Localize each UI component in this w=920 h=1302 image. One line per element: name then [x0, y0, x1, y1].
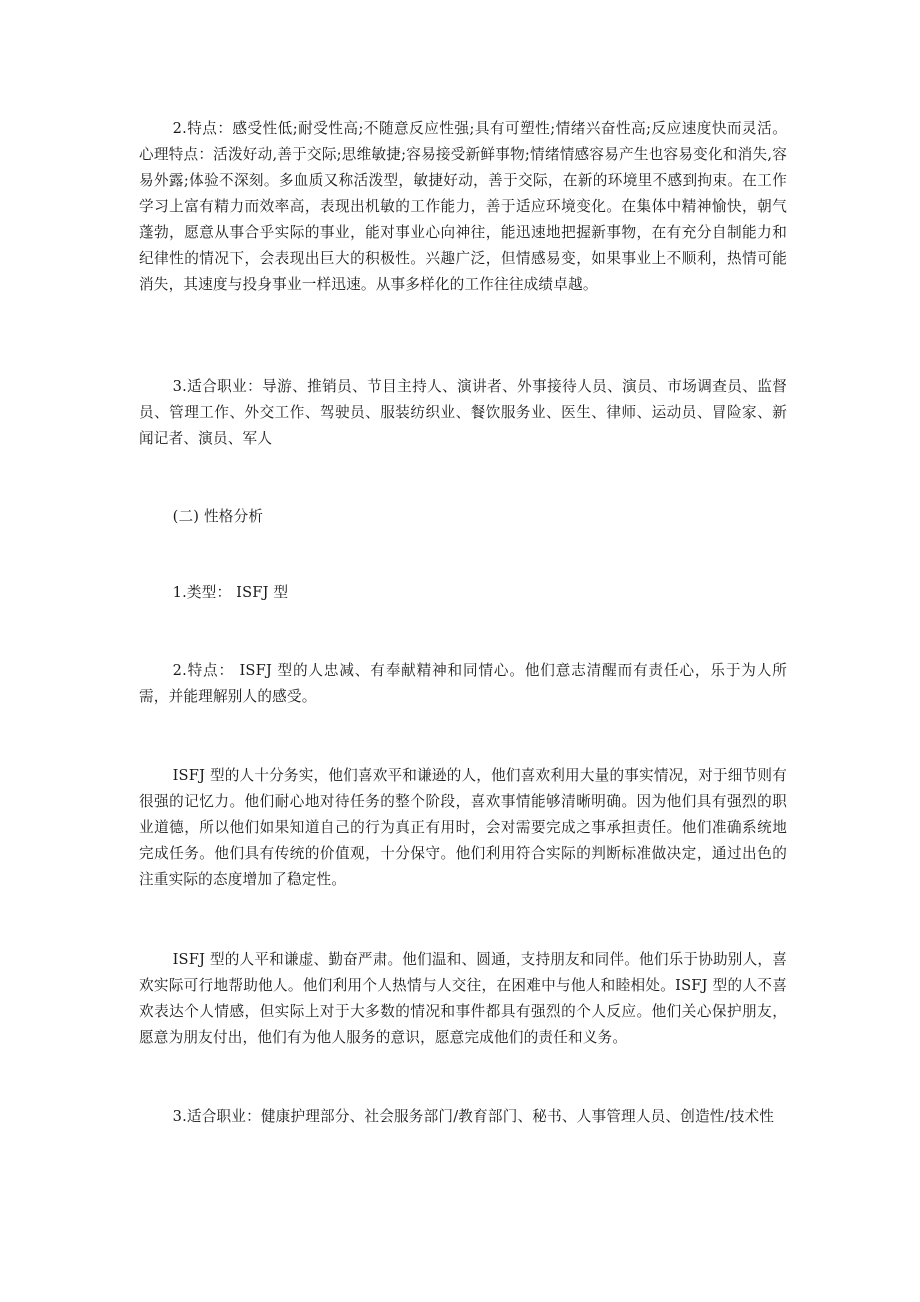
section-heading-personality-analysis: (二) 性格分析 — [172, 508, 264, 525]
paragraph-suitable-careers-isfj: 3.适合职业：健康护理部分、社会服务部门/教育部门、秘书、人事管理人员、创造性/技术性 — [172, 1108, 775, 1125]
paragraph-traits-sanguine: 2.特点：感受性低;耐受性高;不随意反应性强;具有可塑性;情绪兴奋性高;反应速度快而灵活。 心理特点：活泼好动,善于交际;思维敏捷;容易接受新鲜事物;情绪情感容易产生也容易变化和消失,容易外露;体验不深刻。多血质又称活泼型，敏捷好动，善于交际，在新的环境里不感到拘束。在工作学习上富有精力而效率高，表现出机敏的工作能力，善于适应环境变化。在集体中精神愉快，朝气蓬勃，愿意从事合乎实际的事业，能对事业心向神往，能迅速地把握新事物，在有充分自制能力和纪律性的情况下，会表现出巨大的积极性。兴趣广泛，但情感易变，如果事业上不顺利，热情可能消失，其速度与投身事业一样迅速。从事多样化的工作往往成绩卓越。 — [139, 120, 787, 293]
paragraph-suitable-careers-sanguine: 3.适合职业：导游、推销员、节目主持人、演讲者、外事接待人员、演员、市场调查员、监督员、管理工作、外交工作、驾驶员、服装纺织业、餐饮服务业、医生、律师、运动员、冒险家、新闻记者、演员、军人 — [139, 378, 787, 447]
paragraph-isfj-modest: ISFJ 型的人平和谦虚、勤奋严肃。他们温和、圆通，支持朋友和同伴。他们乐于协助别人，喜欢实际可行地帮助他人。他们利用个人热情与人交往，在困难中与他人和睦相处。ISFJ 型的人不喜欢表达个人情感，但实际上对于大多数的情况和事件都具有强烈的个人反应。他们关心保护朋友，愿意为朋友付出，他们有为他人服务的意识，愿意完成他们的责任和义务。 — [139, 951, 787, 1046]
paragraph-isfj-practical: ISFJ 型的人十分务实，他们喜欢平和谦逊的人，他们喜欢利用大量的事实情况，对于细节则有很强的记忆力。他们耐心地对待任务的整个阶段，喜欢事情能够清晰明确。因为他们具有强烈的职业道德，所以他们如果知道自己的行为真正有用时，会对需要完成之事承担责任。他们准确系统地完成任务。他们具有传统的价值观，十分保守。他们利用符合实际的判断标准做决定，通过出色的注重实际的态度增加了稳定性。 — [139, 767, 787, 888]
paragraph-type-isfj: 1.类型： ISFJ 型 — [172, 584, 289, 601]
paragraph-traits-isfj: 2.特点： ISFJ 型的人忠减、有奉献精神和同情心。他们意志清醒而有责任心，乐于为人所需，并能理解别人的感受。 — [139, 662, 787, 705]
